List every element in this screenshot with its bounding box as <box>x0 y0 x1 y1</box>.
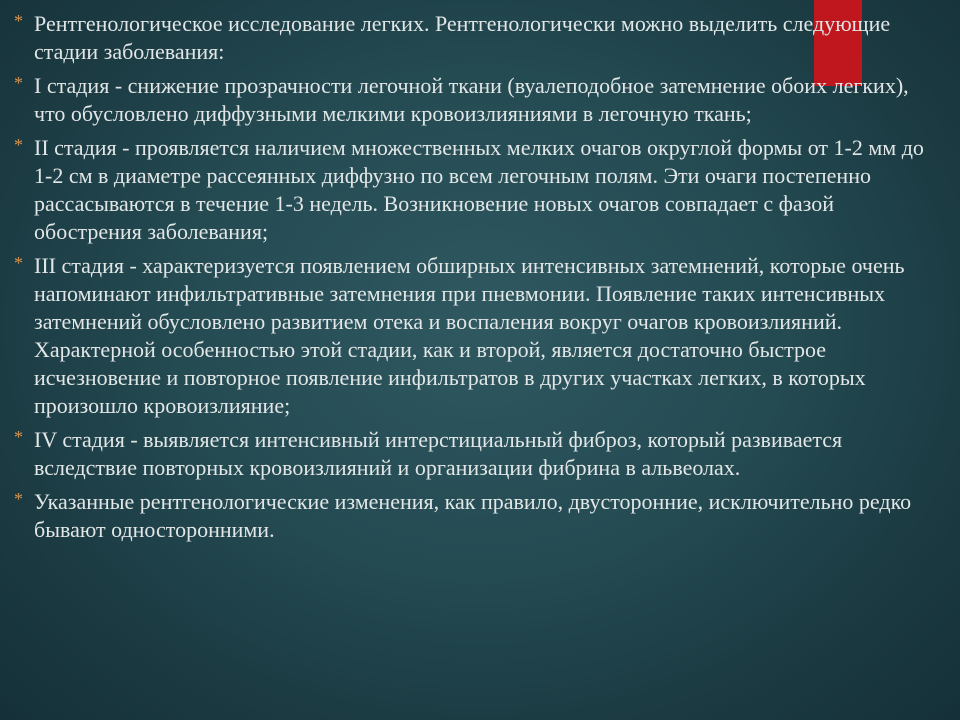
bullet-icon: * <box>14 135 23 155</box>
bullet-icon: * <box>14 427 23 447</box>
bullet-icon: * <box>14 489 23 509</box>
bullet-item <box>14 134 924 246</box>
bullet-text: IV стадия - выявляется интенсивный интерстициальный фиброз, который развивается вследствие повторных кровоизлияний и организации фибрина в альвеолах. <box>34 427 843 480</box>
bullet-text: Указанные рентгенологические изменения, как правило, двусторонние, исключительно редко бывают односторонними. <box>34 489 912 542</box>
slide-body <box>14 10 924 550</box>
bullet-item <box>14 252 924 420</box>
bullet-item <box>14 426 924 482</box>
bullet-item <box>14 488 924 544</box>
bullet-text: Рентгенологическое исследование легких. Рентгенологически можно выделить следующие стадии заболевания: <box>34 11 891 64</box>
bullet-text: II стадия - проявляется наличием множественных мелких очагов округлой формы от 1-2 мм до 1-2 см в диаметре рассеянных диффузно по всем легочным полям. Эти очаги постепенно рассасываются в течение 1-3 недель. Возникновение новых очагов совпадает с фазой обострения заболевания; <box>34 135 924 244</box>
bullet-icon: * <box>14 73 23 93</box>
bullet-text: III стадия - характеризуется появлением обширных интенсивных затемнений, которые очень напоминают инфильтративные затемнения при пневмонии. Появление таких интенсивных затемнений обусловлено развитием отека и воспаления вокруг очагов кровоизлияний. Характерной особенностью этой стадии, как и второй, является достаточно быстрое исчезновение и повторное появление инфильтратов в других участках легких, в которых произошло кровоизлияние; <box>34 253 905 418</box>
bullet-text: I стадия - снижение прозрачности легочной ткани (вуалеподобное затемнение обоих легких), что обусловлено диффузными мелкими кровоизлияниями в легочную ткань; <box>34 73 909 126</box>
bullet-item <box>14 72 924 128</box>
bullet-item <box>14 10 924 66</box>
bullet-icon: * <box>14 253 23 273</box>
bullet-icon: * <box>14 11 23 31</box>
